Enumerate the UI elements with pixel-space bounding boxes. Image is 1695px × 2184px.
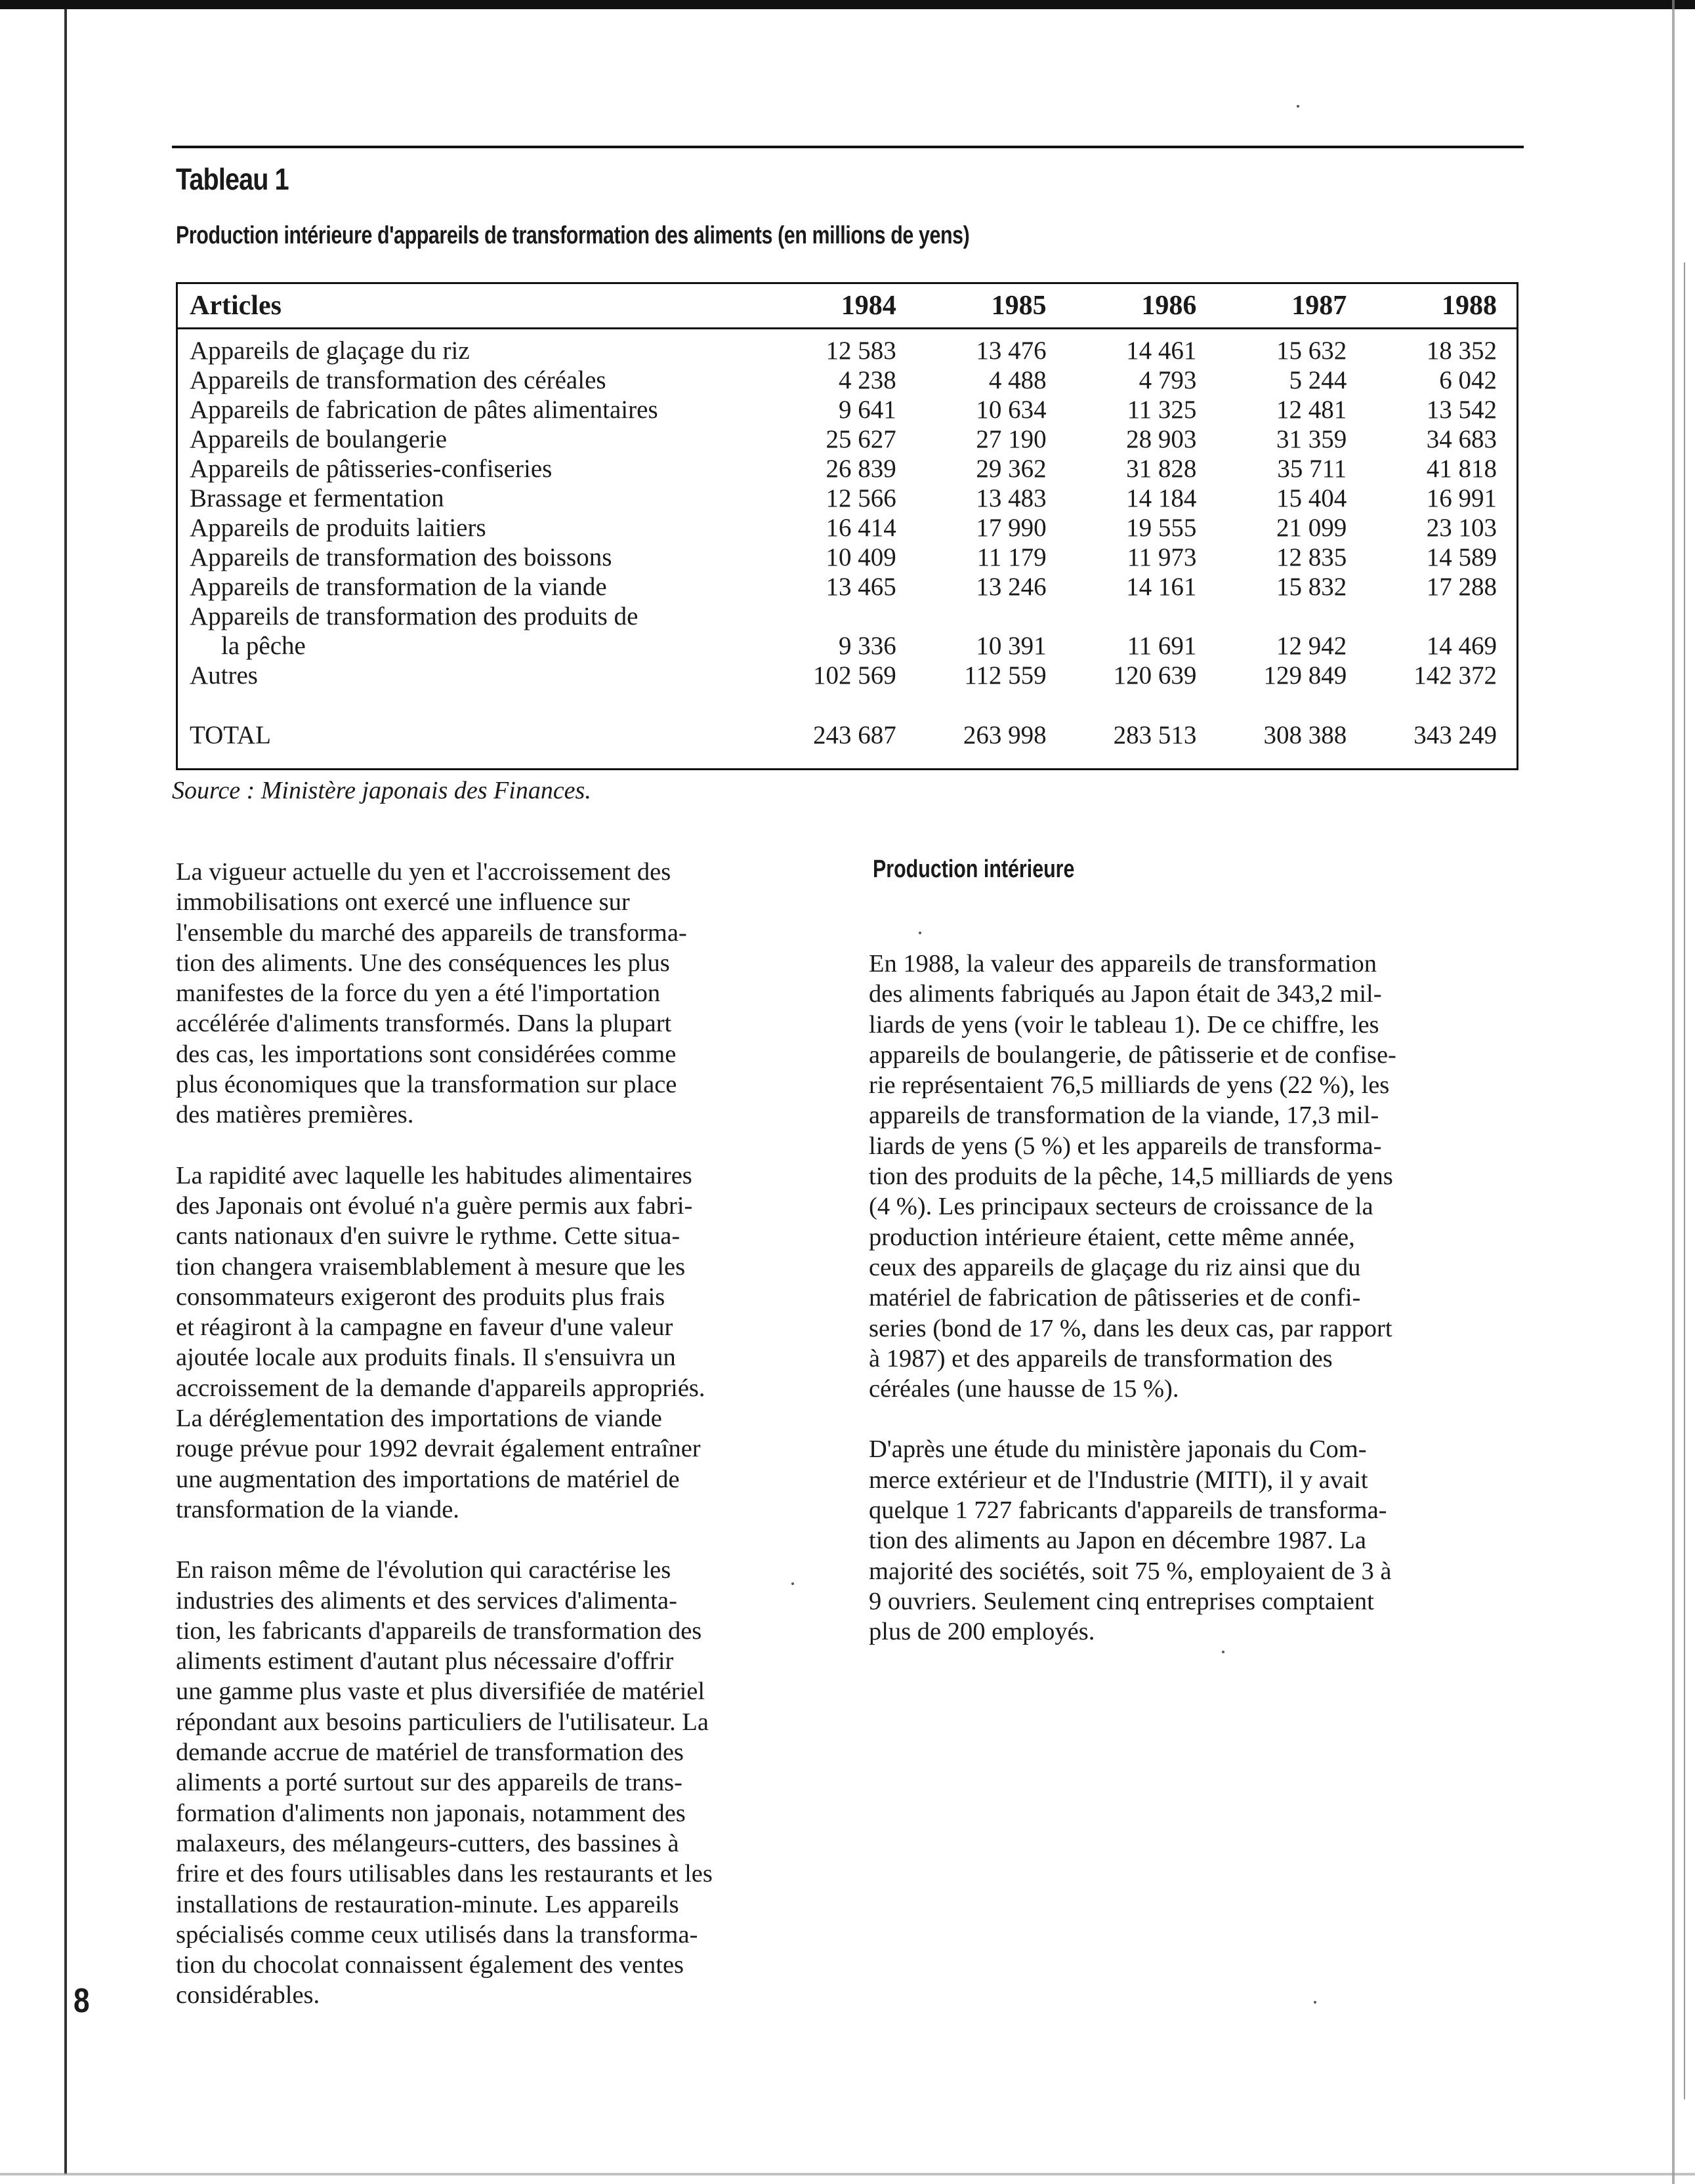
column-header-articles: Articles [178, 284, 766, 329]
table-row [178, 602, 1517, 631]
scan-left-margin-line [64, 9, 67, 2174]
value-cell: 14 589 [1426, 543, 1497, 571]
text-line: demande accrue de matériel de transformation des [176, 1739, 684, 1767]
value-cell: 4 793 [1139, 366, 1197, 394]
text-line: D'après une étude du ministère japonais du Com- [869, 1435, 1367, 1464]
text-line: industries des aliments et des services d'alimenta- [176, 1586, 677, 1615]
text-line: immobilisations ont exercé une influence sur [176, 888, 630, 917]
paragraph [176, 1555, 826, 2010]
value-cell: 13 483 [976, 484, 1047, 512]
table-body [178, 329, 1517, 751]
total-value-cell: 343 249 [1413, 721, 1497, 749]
article-cell: Brassage et fermentation [190, 484, 444, 512]
value-cell: 9 641 [839, 396, 896, 424]
paragraph [869, 949, 1528, 1404]
text-line: liards de yens (voir le tableau 1). De ce chiffre, les [869, 1010, 1379, 1039]
text-line: tion du chocolat connaissent également des ventes [176, 1951, 684, 1979]
value-cell: 31 359 [1276, 425, 1347, 453]
text-line: appareils de boulangerie, de pâtisserie et de confise- [869, 1040, 1396, 1069]
text-line: La rapidité avec laquelle les habitudes alimentaires [176, 1161, 692, 1189]
value-cell: 16 414 [826, 514, 896, 542]
table-row [178, 661, 1517, 690]
table-label: Tableau 1 [176, 162, 289, 196]
scan-speck [1314, 2001, 1316, 2004]
paragraph [176, 1161, 826, 1525]
table-row [178, 484, 1517, 513]
text-line: aliments a porté surtout sur des appareils de trans- [176, 1769, 682, 1797]
value-cell: 4 488 [988, 366, 1047, 394]
text-line: une augmentation des importations de matériel de [176, 1465, 680, 1493]
value-cell: 34 683 [1426, 425, 1497, 453]
text-line: quelque 1 727 fabricants d'appareils de transforma- [869, 1496, 1387, 1525]
article-cell: Appareils de fabrication de pâtes alimentaires [190, 396, 658, 424]
table-row [178, 424, 1517, 454]
text-line: majorité des sociétés, soit 75 %, employaient de 3 à [869, 1557, 1392, 1585]
text-line: l'ensemble du marché des appareils de transforma- [176, 918, 687, 947]
text-line: matériel de fabrication de pâtisseries et de confi- [869, 1284, 1361, 1312]
value-cell: 13 465 [826, 573, 896, 601]
value-cell: 12 835 [1276, 543, 1347, 571]
value-cell: 17 990 [976, 514, 1047, 542]
text-line: tion changera vraisemblablement à mesure que les [176, 1252, 686, 1281]
value-cell: 15 832 [1276, 573, 1347, 601]
table-row [178, 572, 1517, 602]
text-line: aliments estiment d'autant plus nécessaire d'offrir [176, 1647, 674, 1676]
article-cell: Autres [190, 661, 258, 690]
text-line: 9 ouvriers. Seulement cinq entreprises comptaient [869, 1587, 1374, 1615]
value-cell: 15 632 [1276, 337, 1347, 365]
scan-right-edge [1672, 0, 1675, 2184]
text-line: manifestes de la force du yen a été l'importation [176, 979, 661, 1008]
text-line: des Japonais ont évolué n'a guère permis aux fabri- [176, 1191, 693, 1220]
value-cell: 29 362 [976, 455, 1047, 483]
value-cell: 28 903 [1126, 425, 1197, 453]
text-line: ajoutée locale aux produits finals. Il s'ensuivra un [176, 1344, 676, 1372]
empty-cell [1066, 602, 1217, 631]
text-line: ceux des appareils de glaçage du riz ainsi que du [869, 1253, 1361, 1281]
value-cell: 12 583 [826, 337, 896, 365]
table-header-row [178, 284, 1517, 329]
empty-cell [1216, 602, 1366, 631]
paragraph [176, 857, 826, 1130]
empty-cell [766, 602, 916, 631]
column-header-1984: 1984 [766, 284, 916, 329]
scan-speck [919, 932, 921, 934]
header-rule [172, 146, 1524, 148]
text-line: formation d'aliments non japonais, notamment des [176, 1799, 686, 1827]
text-line: des matières premières. [176, 1101, 414, 1129]
value-cell: 26 839 [826, 455, 896, 483]
text-line: tion des produits de la pêche, 14,5 milliards de yens [869, 1163, 1393, 1191]
text-line: céréales (une hausse de 15 %). [869, 1375, 1179, 1403]
text-line: transformation de la viande. [176, 1495, 459, 1523]
text-line: frire et des fours utilisables dans les restaurants et les [176, 1860, 713, 1888]
value-cell: 13 476 [976, 337, 1047, 365]
scan-bottom-edge [0, 2173, 1695, 2175]
value-cell: 120 639 [1113, 661, 1197, 690]
text-line: une gamme plus vaste et plus diversifiée de matériel [176, 1678, 705, 1706]
total-value-cell: 283 513 [1113, 721, 1197, 749]
value-cell: 14 184 [1126, 484, 1197, 512]
value-cell: 41 818 [1426, 455, 1497, 483]
text-line: cants nationaux d'en suivre le rythme. Cette situa- [176, 1222, 680, 1250]
value-cell: 11 325 [1127, 396, 1197, 424]
text-line: tion des aliments. Une des conséquences les plus [176, 949, 670, 977]
value-cell: 5 244 [1289, 366, 1347, 394]
value-cell: 21 099 [1276, 514, 1347, 542]
value-cell: 17 288 [1426, 573, 1497, 601]
article-cell: Appareils de transformation de la viande [190, 573, 607, 601]
value-cell: 14 469 [1426, 632, 1497, 660]
value-cell: 15 404 [1276, 484, 1347, 512]
total-label: TOTAL [190, 721, 271, 749]
value-cell: 27 190 [976, 425, 1047, 453]
text-line: accélérée d'aliments transformés. Dans la plupart [176, 1010, 672, 1038]
text-line: malaxeurs, des mélangeurs-cutters, des bassines à [176, 1829, 679, 1857]
value-cell: 10 409 [826, 543, 896, 571]
total-value-cell: 308 388 [1263, 721, 1347, 749]
text-line: accroissement de la demande d'appareils appropriés. [176, 1374, 705, 1402]
text-line: rouge prévue pour 1992 devrait également entraîner [176, 1435, 701, 1463]
value-cell: 25 627 [826, 425, 896, 453]
article-cell: Appareils de transformation des céréales [190, 366, 606, 394]
value-cell: 19 555 [1126, 514, 1197, 542]
text-line: et réagiront à la campagne en faveur d'une valeur [176, 1313, 673, 1342]
text-line: répondant aux besoins particuliers de l'utilisateur. La [176, 1708, 709, 1736]
value-cell: 18 352 [1426, 337, 1497, 365]
text-line: spécialisés comme ceux utilisés dans la transforma- [176, 1920, 698, 1948]
total-value-cell: 243 687 [813, 721, 896, 749]
value-cell: 12 942 [1276, 632, 1347, 660]
article-cell: Appareils de glaçage du riz [190, 337, 470, 365]
text-line: appareils de transformation de la viande, 17,3 mil- [869, 1102, 1379, 1130]
text-line: tion, les fabricants d'appareils de transformation des [176, 1617, 702, 1645]
article-cell: Appareils de pâtisseries-confiseries [190, 455, 553, 483]
page-number: 8 [73, 1982, 90, 2020]
text-line: La déréglementation des importations de viande [176, 1405, 662, 1433]
value-cell: 11 179 [976, 543, 1047, 571]
value-cell: 31 828 [1126, 455, 1197, 483]
text-line: des aliments fabriqués au Japon était de 343,2 mil- [869, 980, 1382, 1008]
scan-speck [1297, 105, 1299, 108]
paragraph [869, 1434, 1528, 1647]
table-row [178, 395, 1517, 424]
text-line: En raison même de l'évolution qui caractérise les [176, 1556, 671, 1584]
text-line: liards de yens (5 %) et les appareils de transforma- [869, 1132, 1382, 1160]
article-cell: Appareils de boulangerie [190, 425, 448, 453]
text-line: tion des aliments au Japon en décembre 1987. La [869, 1527, 1367, 1555]
scan-speck [791, 1582, 794, 1585]
text-line: plus économiques que la transformation sur place [176, 1071, 677, 1099]
data-table-box [176, 282, 1518, 770]
value-cell: 112 559 [964, 661, 1047, 690]
table-row [178, 543, 1517, 572]
value-cell: 35 711 [1277, 455, 1347, 483]
value-cell: 11 973 [1127, 543, 1197, 571]
right-text-column [869, 949, 1528, 1647]
column-header-1987: 1987 [1216, 284, 1366, 329]
value-cell: 11 691 [1127, 632, 1197, 660]
data-table [178, 284, 1517, 750]
text-line: à 1987) et des appareils de transformation des [869, 1344, 1333, 1372]
value-cell: 12 566 [826, 484, 896, 512]
table-row [178, 365, 1517, 395]
value-cell: 14 461 [1126, 337, 1197, 365]
value-cell: 142 372 [1413, 661, 1497, 690]
text-line: merce extérieur et de l'Industrie (MITI), il y avait [869, 1466, 1368, 1494]
empty-cell [1366, 602, 1517, 631]
value-cell: 102 569 [813, 661, 896, 690]
value-cell: 23 103 [1426, 514, 1497, 542]
left-text-column [176, 857, 826, 2011]
table-row [178, 329, 1517, 366]
article-cell: Appareils de transformation des produits de [190, 602, 638, 630]
text-line: La vigueur actuelle du yen et l'accroissement des [176, 858, 671, 886]
text-line: des cas, les importations sont considérées comme [176, 1040, 677, 1068]
value-cell: 13 542 [1426, 396, 1497, 424]
article-cell: Appareils de transformation des boissons [190, 543, 612, 571]
text-line: plus de 200 employés. [869, 1618, 1095, 1646]
value-cell: 6 042 [1439, 366, 1497, 394]
text-line: En 1988, la valeur des appareils de transformation [869, 950, 1377, 978]
column-header-1985: 1985 [916, 284, 1066, 329]
article-cell: Appareils de produits laitiers [190, 514, 486, 542]
column-header-1988: 1988 [1366, 284, 1517, 329]
text-line: consommateurs exigeront des produits plus frais [176, 1283, 665, 1311]
value-cell: 10 634 [976, 396, 1047, 424]
value-cell: 14 161 [1126, 573, 1197, 601]
table-row [178, 454, 1517, 484]
total-row [178, 690, 1517, 750]
table-source: Source : Ministère japonais des Finances. [172, 777, 591, 804]
value-cell: 4 238 [839, 366, 896, 394]
value-cell: 129 849 [1263, 661, 1347, 690]
table-row [178, 631, 1517, 661]
value-cell: 13 246 [976, 573, 1047, 601]
text-line: installations de restauration-minute. Les appareils [176, 1890, 679, 1918]
table-caption: Production intérieure d'appareils de transformation des aliments (en millions de yens) [176, 222, 970, 249]
article-cell: la pêche [221, 632, 306, 660]
value-cell: 12 481 [1276, 396, 1347, 424]
total-value-cell: 263 998 [963, 721, 1047, 749]
table-row [178, 513, 1517, 543]
scan-right-edge-inner [1684, 262, 1685, 2099]
scan-speck [1222, 1651, 1224, 1653]
section-heading: Production intérieure [873, 855, 1075, 883]
value-cell: 9 336 [839, 632, 896, 660]
value-cell: 10 391 [976, 632, 1047, 660]
text-line: considérables. [176, 1981, 320, 2009]
scan-top-border [0, 0, 1695, 9]
text-line: series (bond de 17 %, dans les deux cas, par rapport [869, 1314, 1392, 1342]
text-line: production intérieure étaient, cette même année, [869, 1223, 1355, 1251]
empty-cell [916, 602, 1066, 631]
text-line: rie représentaient 76,5 milliards de yens (22 %), les [869, 1071, 1390, 1100]
column-header-1986: 1986 [1066, 284, 1217, 329]
text-line: (4 %). Les principaux secteurs de croissance de la [869, 1193, 1373, 1221]
value-cell: 16 991 [1426, 484, 1497, 512]
